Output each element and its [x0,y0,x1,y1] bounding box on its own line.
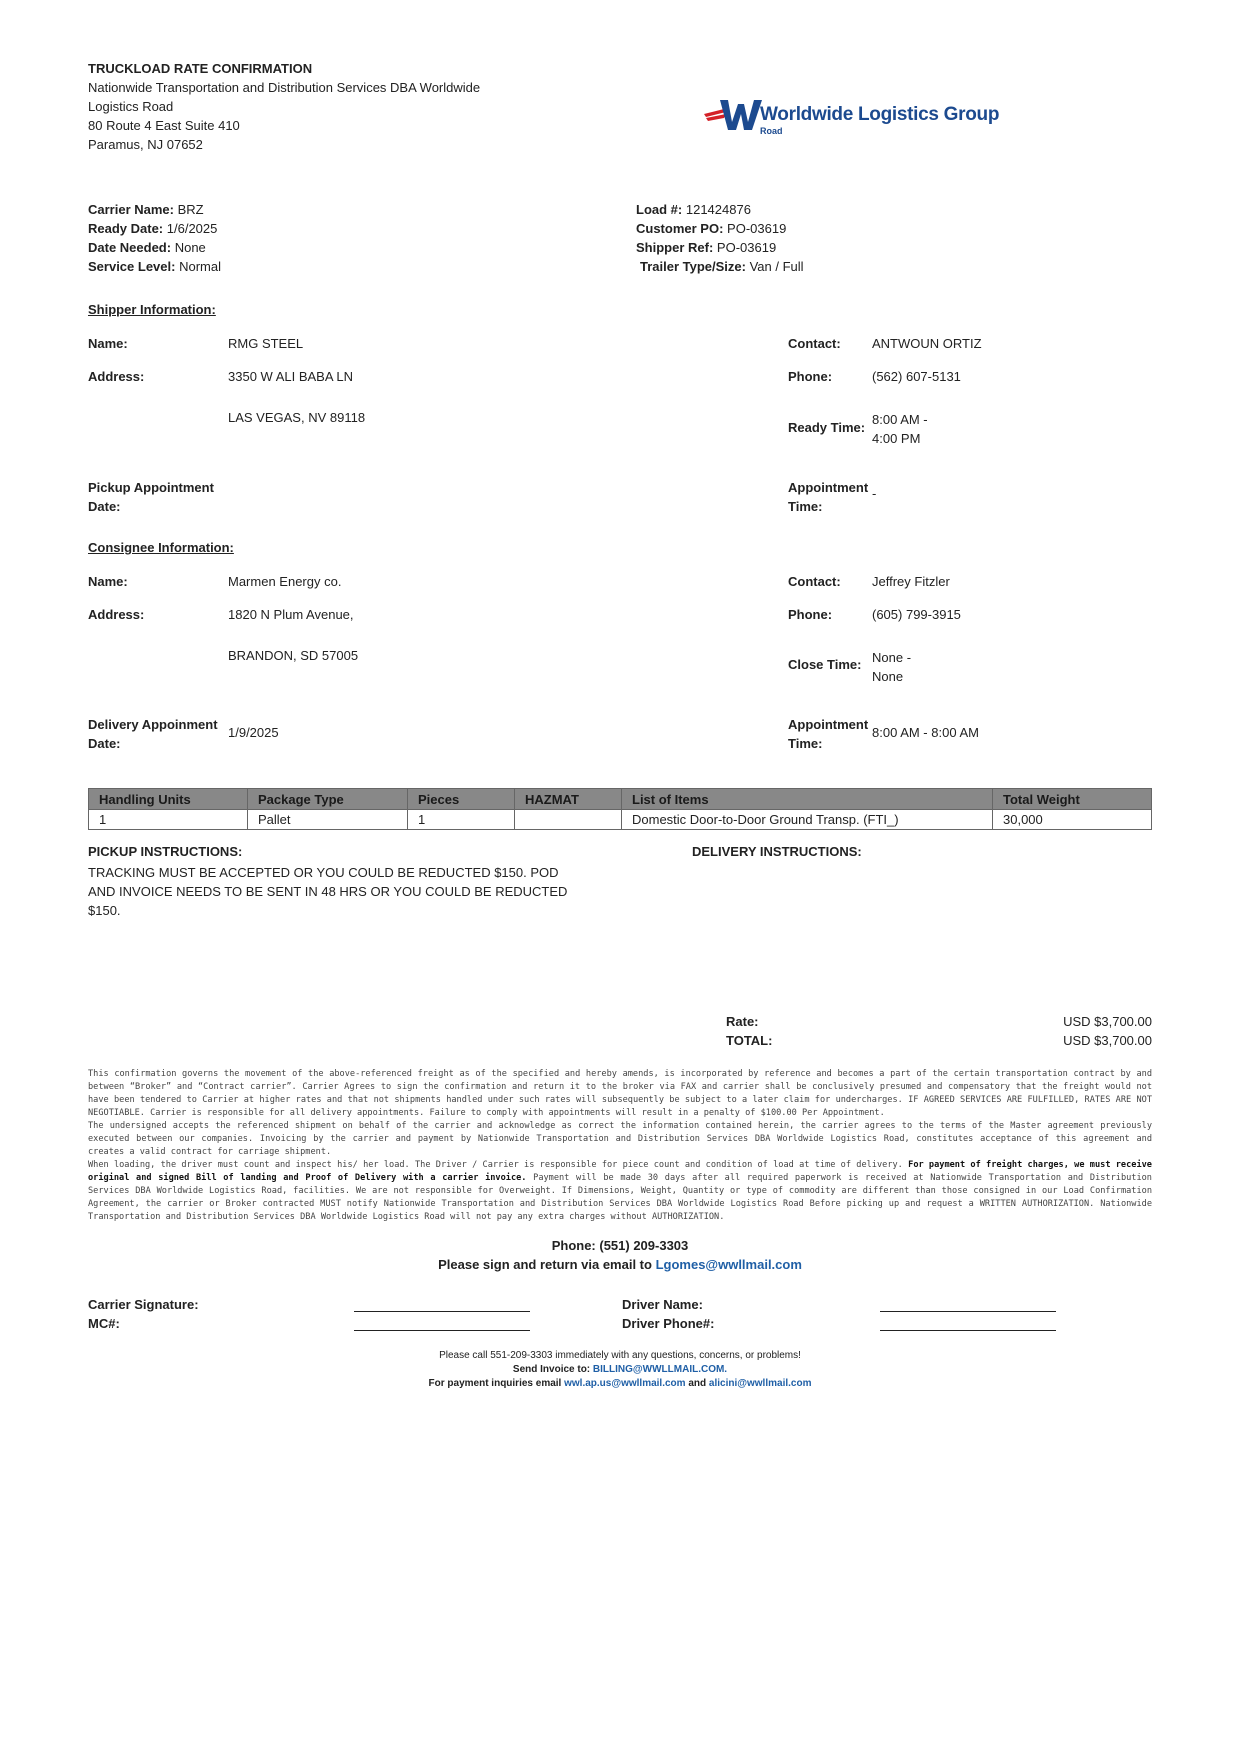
footer-invoice-email-link[interactable]: BILLING@WWLLMAIL.COM. [592,1364,728,1375]
company-name-line1: Nationwide Transportation and Distribution Services DBA Worldwide [88,80,481,95]
driver-name-label: Driver Name: [622,1297,703,1312]
customer-po-label: Customer PO: [636,221,724,236]
delivery-appointment-time-value: 8:00 AM - 8:00 AM [872,725,979,740]
col-pieces: Pieces [408,789,515,810]
terms-and-conditions [88,1068,1152,1224]
footer-invoice-line [88,1363,1152,1377]
col-total-weight: Total Weight [993,789,1152,810]
col-list-of-items: List of Items [622,789,993,810]
col-handling-units: Handling Units [89,789,248,810]
rate-value: USD $3,700.00 [1063,1014,1152,1029]
load-number-label: Load #: [636,202,683,217]
pickup-appointment-time-value: - [872,486,877,501]
delivery-appt-label-line1: Delivery Appoinment [88,717,218,732]
cell-list-of-items: Domestic Door-to-Door Ground Transp. (FTI_) [622,810,993,830]
footer-call-line: Please call 551-209-3303 immediately with any questions, concerns, or problems! [439,1350,801,1361]
close-time-start: None - [872,650,912,665]
pickup-appointment-time-label [788,478,868,516]
rate-label: Rate: [726,1014,759,1029]
company-header [88,59,480,154]
service-level-label: Service Level: [88,259,176,274]
terms-paragraph-3 [88,1159,1152,1224]
ready-time-end: 4:00 PM [872,431,921,446]
terms-paragraph-1: This confirmation governs the movement of the above-referenced freight as of the specified and hereby amends, is incorporated by reference and becomes a part of the certain transportation contract by and between “Broker” and “Contract carrier”. Carrier Agrees to sign the confirmation and return it to the broker via FAX and carrier shall be conclusively presumed and compensatory that the freight would not have been tendered to Carrier at higher rates and that not shipments handled under such rates will subsequently be subject to a later claim for undercharges. IF AGREED SERVICES ARE FULFILLED, RATES ARE NOT NEGOTIABLE. Carrier is responsible for all delivery appointments. Failure to comply with appointments will result in a penalty of $100.00 Per Appointment. [88,1069,1152,1118]
pickup-appt-label-line1: Pickup Appointment [88,480,214,495]
delivery-instructions-title: DELIVERY INSTRUCTIONS: [692,844,862,859]
delivery-appointment-time-label [788,715,868,753]
delivery-appointment-date-label [88,715,218,753]
date-needed-label: Date Needed: [88,240,172,255]
pickup-instructions-line1: TRACKING MUST BE ACCEPTED OR YOU COULD BE REDUCTED $150. POD [88,865,559,880]
col-hazmat: HAZMAT [515,789,622,810]
pickup-instructions-title: PICKUP INSTRUCTIONS: [88,844,243,859]
customer-po-value: PO-03619 [727,221,787,236]
close-time-end: None [872,669,904,684]
shipper-name-label: Name: [88,336,128,351]
consignee-contact-label: Contact: [788,574,841,589]
consignee-address-label: Address: [88,607,145,622]
shipper-section-title: Shipper Information: [88,302,216,317]
consignee-section-title: Consignee Information: [88,540,234,555]
pickup-appointment-date-label [88,478,214,516]
delivery-appt-time-label-line1: Appointment [788,717,869,732]
footer-invoice-label: Send Invoice to: [512,1364,591,1375]
load-number-value: 121424876 [685,202,751,217]
total-value: USD $3,700.00 [1063,1033,1152,1048]
terms-paragraph-2: The undersigned accepts the referenced shipment on behalf of the carrier and acknowledge as correct the information contained herein, the carrier agrees to the terms of the Master agreement previously executed between our companies. Invoicing by the carrier and payment by Nationwide Transportation and Distribution Services DBA Worldwide Logistics Road, constitutes acceptance of this agreement and creates a valid contract for carriage shipment. [88,1121,1152,1157]
shipper-phone-value: (562) 607-5131 [872,369,961,384]
driver-phone-label: Driver Phone#: [622,1316,715,1331]
consignee-phone-value: (605) 799-3915 [872,607,961,622]
footer [88,1349,1152,1391]
delivery-appt-time-label-line2: Time: [788,736,823,751]
cell-pieces: 1 [408,810,515,830]
logo-sub-text: Road [760,126,783,136]
pickup-instructions-text [88,863,608,920]
contact-phone-line: Phone: (551) 209-3303 [551,1238,689,1253]
pickup-appt-label-line2: Date: [88,499,121,514]
trailer-value: Van / Full [749,259,804,274]
total-label: TOTAL: [726,1033,773,1048]
carrier-name-label: Carrier Name: [88,202,174,217]
pickup-instructions-line3: $150. [88,903,121,918]
consignee-address-line2: BRANDON, SD 57005 [228,648,359,663]
shipper-name-value: RMG STEEL [228,336,304,351]
company-logo [702,96,1002,138]
table-row [89,810,1152,830]
shipper-ref-value: PO-03619 [716,240,777,255]
ready-date-value: 1/6/2025 [166,221,218,236]
company-address-line2: Paramus, NJ 07652 [88,137,203,152]
consignee-address-line1: 1820 N Plum Avenue, [228,607,354,622]
sign-return-text: Please sign and return via email to [438,1257,652,1272]
sign-return-line [88,1257,1152,1272]
service-level-value: Normal [179,259,221,274]
footer-payment-line [88,1377,1152,1391]
pickup-appt-time-label-line2: Time: [788,499,823,514]
shipper-phone-label: Phone: [788,369,833,384]
carrier-signature-label: Carrier Signature: [88,1297,199,1312]
terms-p3-part2: Payment will be made 30 days after all required paperwork is received at Nationwide Transportation and Distribution Services DBA Worldwide Logistics Road, facilities. We are not responsible for Overweight. If Dimensions, Weight, Quantity or type of commodity are different than those consigned in our Load Confirmation Agreement, the carrier or Broker contracted MUST notify Nationwide Transportation and Distribution Services DBA Worldwide Logistics Road Before picking up and request a WRITTEN AUTHORIZATION. Nationwide Transportation and Distribution Services DBA Worldwide Logistics Road will not pay any extra charges without AUTHORIZATION. [88,1173,1152,1222]
footer-payment-email2-link[interactable]: alicini@wwllmail.com [708,1378,812,1389]
driver-phone-line[interactable] [880,1316,1056,1331]
footer-and-text: and [688,1378,707,1389]
carrier-signature-line[interactable] [354,1297,530,1312]
shipper-ready-time-value [872,410,928,448]
consignee-contact-value: Jeffrey Fitzler [872,574,950,589]
date-needed-value: None [174,240,206,255]
company-address-line1: 80 Route 4 East Suite 410 [88,118,240,133]
terms-p3-part1: When loading, the driver must count and inspect his/ her load. The Driver / Carrier is responsible for piece count and condition of load at time of delivery. [88,1160,903,1170]
shipper-contact-label: Contact: [788,336,841,351]
terms-p3-bold: For payment of freight charges, we must receive original and signed Bill of landing and Proof of Delivery with a carrier invoice. [88,1160,1152,1183]
consignee-phone-label: Phone: [788,607,833,622]
cell-package-type: Pallet [248,810,408,830]
footer-payment-label: For payment inquiries email [428,1378,562,1389]
company-name-line2: Logistics Road [88,99,174,114]
shipper-address-line1: 3350 W ALI BABA LN [228,369,354,384]
shipper-address-line2: LAS VEGAS, NV 89118 [228,410,366,425]
shipper-ref-label: Shipper Ref: [636,240,714,255]
document-title: TRUCKLOAD RATE CONFIRMATION [88,61,313,76]
carrier-name-value: BRZ [177,202,204,217]
footer-payment-email1-link[interactable]: wwl.ap.us@wwllmail.com [564,1378,686,1389]
shipper-address-label: Address: [88,369,145,384]
consignee-close-time-value [872,648,911,686]
items-table-header-row [89,789,1152,810]
items-table [88,788,1152,830]
ready-date-label: Ready Date: [88,221,164,236]
delivery-appt-label-line2: Date: [88,736,121,751]
ready-time-start: 8:00 AM - [872,412,928,427]
cell-total-weight: 30,000 [993,810,1152,830]
cell-handling-units: 1 [89,810,248,830]
pickup-appt-time-label-line1: Appointment [788,480,869,495]
trailer-label: Trailer Type/Size: [640,259,746,274]
summary-left [88,200,221,276]
mc-number-label: MC#: [88,1316,120,1331]
col-package-type: Package Type [248,789,408,810]
consignee-name-label: Name: [88,574,128,589]
mc-number-line[interactable] [354,1316,530,1331]
consignee-close-time-label: Close Time: [788,657,862,672]
logo-brand-text: Worldwide Logistics Group [760,104,1000,125]
cell-hazmat [515,810,622,830]
shipper-contact-value: ANTWOUN ORTIZ [872,336,982,351]
driver-name-line[interactable] [880,1297,1056,1312]
sign-return-email-link[interactable]: Lgomes@wwllmail.com [655,1257,802,1272]
pickup-instructions-line2: AND INVOICE NEEDS TO BE SENT IN 48 HRS OR YOU COULD BE REDUCTED [88,884,568,899]
consignee-name-value: Marmen Energy co. [228,574,342,589]
shipper-ready-time-label: Ready Time: [788,420,866,435]
delivery-appointment-date-value: 1/9/2025 [228,725,279,740]
summary-right [636,200,804,276]
